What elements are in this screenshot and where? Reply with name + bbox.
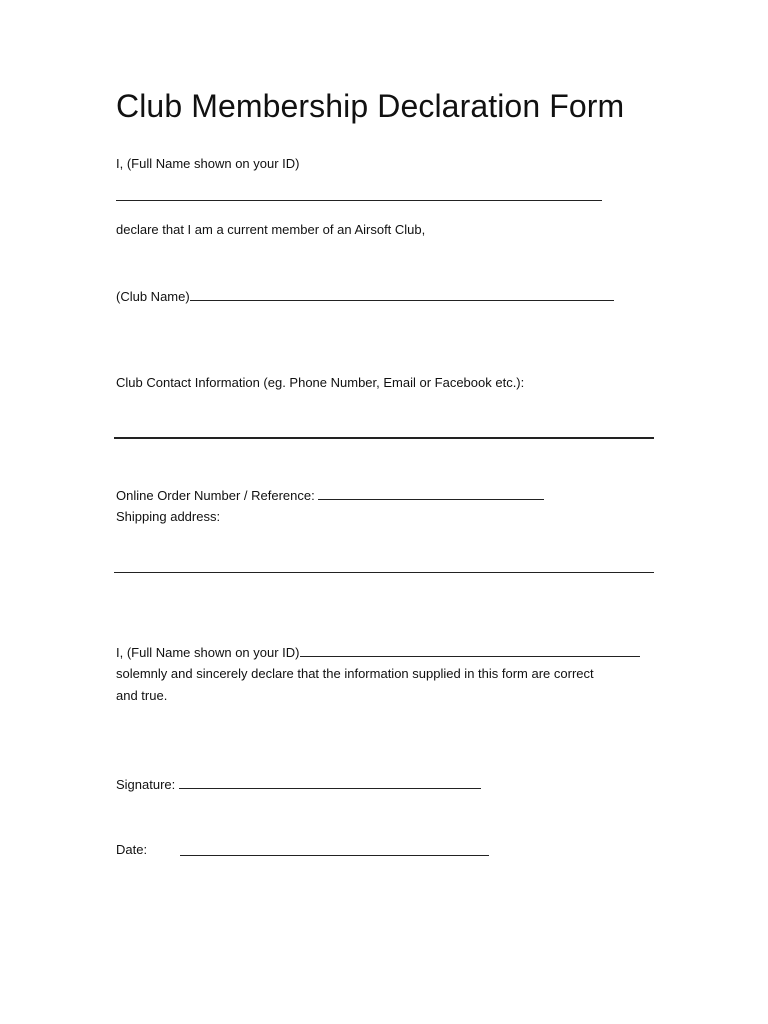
order-number-label: Online Order Number / Reference: <box>116 488 319 503</box>
form-title: Club Membership Declaration Form <box>116 88 625 124</box>
declare-member-text: declare that I am a current member of an Airsoft Club, <box>116 222 426 237</box>
full-name-row-2 <box>116 644 640 661</box>
solemn-declaration-line1: solemnly and sincerely declare that the information supplied in this form are correct <box>116 666 594 681</box>
full-name-line-2[interactable] <box>300 644 640 657</box>
order-number-row <box>116 487 544 504</box>
club-name-row <box>116 288 614 305</box>
club-name-line[interactable] <box>190 288 614 301</box>
solemn-declaration-line2: and true. <box>116 688 168 703</box>
club-contact-line[interactable] <box>114 437 654 439</box>
signature-line[interactable] <box>179 776 481 789</box>
signature-row <box>116 776 481 793</box>
club-contact-label: Club Contact Information (eg. Phone Number, Email or Facebook etc.): <box>116 375 525 390</box>
shipping-address-line[interactable] <box>114 572 654 573</box>
full-name-label: I, (Full Name shown on your ID) <box>116 156 300 171</box>
date-line[interactable] <box>180 855 489 856</box>
signature-label: Signature: <box>116 777 179 792</box>
order-number-line[interactable] <box>318 487 544 500</box>
club-name-label: (Club Name) <box>116 289 190 304</box>
shipping-address-label: Shipping address: <box>116 509 221 524</box>
full-name-label-2: I, (Full Name shown on your ID) <box>116 645 300 660</box>
full-name-line[interactable] <box>116 200 602 201</box>
date-label: Date: <box>116 842 148 857</box>
